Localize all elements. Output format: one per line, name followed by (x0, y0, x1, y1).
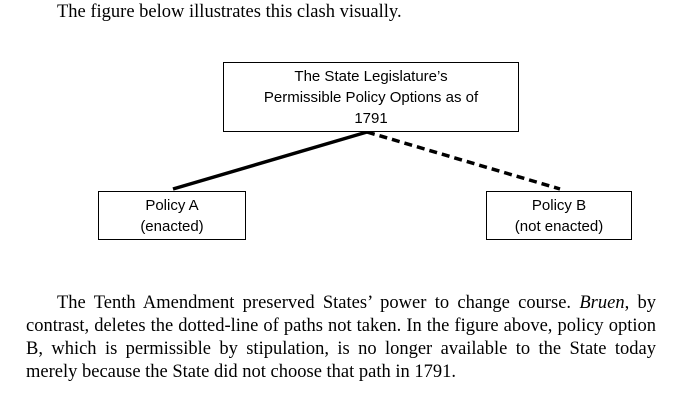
policy-a-box (98, 191, 246, 240)
policy-b-box (486, 191, 632, 240)
policy-b-title: Policy B (531, 196, 587, 214)
policy-a-title: Policy A (145, 196, 199, 214)
top-box-line-3: 1791 (354, 109, 388, 127)
policy-a-status: (enacted) (140, 217, 204, 235)
case-name-bruen: Bruen (579, 293, 625, 313)
intro-sentence: The figure below illustrates this clash visually. (57, 2, 402, 22)
top-box-line-2: Permissible Policy Options as of (263, 88, 479, 106)
dashed-connector-line (367, 132, 560, 189)
paragraph-part-2: , by contrast, deletes the dotted-line of paths not taken. In the figure above, policy option B, which is permissible by stipulation, is no longer available to the State today merely because the State did not choose that path in 1791. (26, 293, 657, 382)
policy-b-status: (not enacted) (514, 217, 604, 235)
paragraph-part-1: The Tenth Amendment preserved States’ power to change course. (57, 293, 572, 313)
solid-connector-line (173, 132, 367, 189)
body-paragraph (26, 292, 656, 384)
permissible-options-box (223, 62, 519, 132)
top-box-line-1: The State Legislature’s (294, 67, 448, 85)
